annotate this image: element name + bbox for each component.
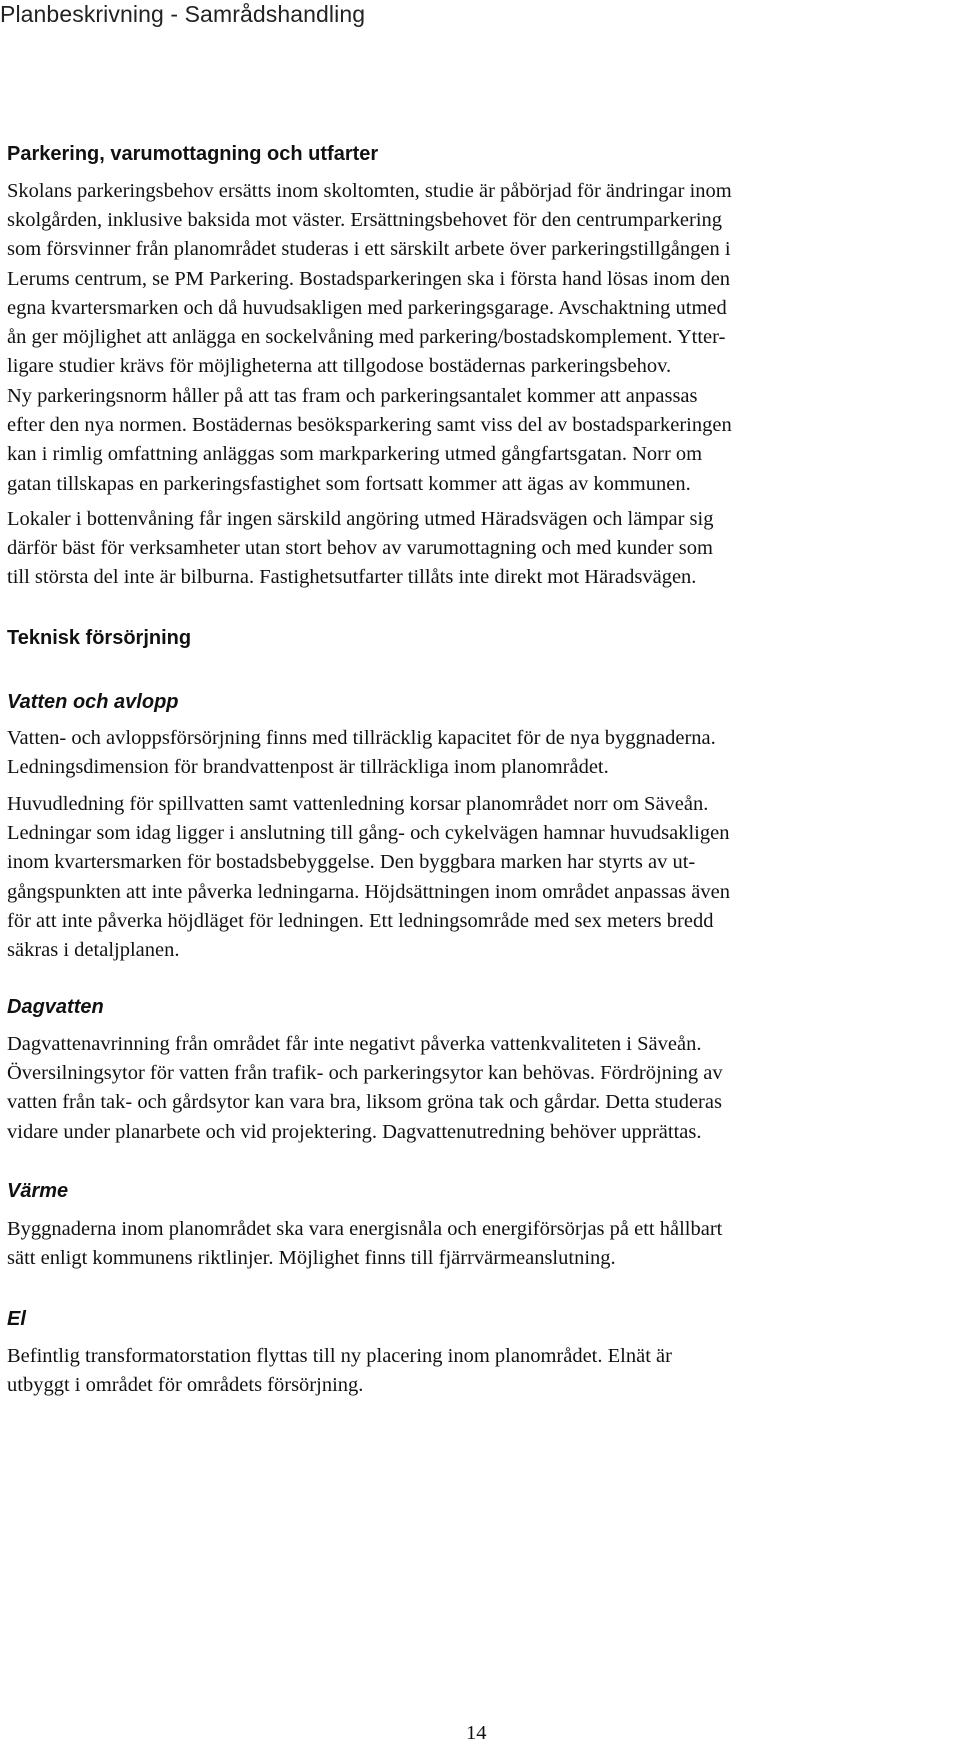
text-line: Lokaler i bottenvåning får ingen särskild angöring utmed Häradsvägen och lämpar sig xyxy=(7,508,714,530)
text-line: vatten från tak- och gårdsytor kan vara bra, liksom gröna tak och gårdar. Detta studeras xyxy=(7,1091,722,1114)
paragraph-varme-1 xyxy=(7,1215,952,1273)
text-line: som försvinner från planområdet studeras i ett särskilt arbete över parkeringstillgången i xyxy=(7,238,731,261)
text-line: Befintlig transformatorstation flyttas till ny placering inom planområdet. Elnät är xyxy=(7,1345,672,1367)
text-line: Lerums centrum, se PM Parkering. Bostadsparkeringen ska i första hand lösas inom den xyxy=(7,267,731,290)
text-line: Dagvattenavrinning från området får inte negativt påverka vattenkvaliteten i Säveån. xyxy=(7,1033,702,1055)
subsection-heading-el: El xyxy=(7,1308,26,1330)
text-line: Ny parkeringsnorm håller på att tas fram och parkeringsantalet kommer att anpassas xyxy=(7,385,698,407)
section-heading-teknisk: Teknisk försörjning xyxy=(7,627,192,649)
text-line: säkras i detaljplanen. xyxy=(7,939,180,962)
text-line: Översilningsytor för vatten från trafik- och parkeringsytor kan behövas. Fördröjning av xyxy=(7,1062,723,1085)
paragraph-parkering-1 xyxy=(7,177,952,381)
paragraph-parkering-3 xyxy=(7,505,952,593)
text-line: vidare under planarbete och vid projektering. Dagvattenutredning behöver upprättas. xyxy=(7,1120,702,1143)
text-line: inom kvartersmarken för bostadsbebyggelse. Den byggbara marken har styrts av ut- xyxy=(7,851,696,874)
subsection-heading-varme: Värme xyxy=(7,1180,69,1202)
paragraph-dagvatten-1 xyxy=(7,1030,952,1147)
text-line: Skolans parkeringsbehov ersätts inom skoltomten, studie är påbörjad för ändringar inom xyxy=(7,180,732,202)
text-line: därför bäst för verksamheter utan stort behov av varumottagning och med kunder som xyxy=(7,537,713,560)
text-line: Ledningar som idag ligger i anslutning till gång- och cykelvägen hamnar huvudsakligen xyxy=(7,822,730,845)
paragraph-el-1 xyxy=(7,1342,952,1400)
text-line: efter den nya normen. Bostädernas besöksparkering samt viss del av bostadsparkeringen xyxy=(7,414,732,437)
text-line: ån ger möjlighet att anlägga en sockelvåning med parkering/bostadskomplement. Ytter- xyxy=(7,326,726,349)
paragraph-vatten-1 xyxy=(7,724,952,782)
text-line: sätt enligt kommunens riktlinjer. Möjlighet finns till fjärrvärmeanslutning. xyxy=(7,1247,616,1270)
text-line: utbyggt i området för områdets försörjning. xyxy=(7,1374,364,1397)
subsection-heading-vatten: Vatten och avlopp xyxy=(7,691,179,713)
text-line: Ledningsdimension för brandvattenpost är tillräckliga inom planområdet. xyxy=(7,756,609,779)
text-line: gångspunkten att inte påverka ledningarna. Höjdsättningen inom området anpassas även xyxy=(7,880,730,903)
subsection-heading-dagvatten: Dagvatten xyxy=(7,996,104,1018)
page-number: 14 xyxy=(466,1722,487,1744)
text-line: ligare studier krävs för möjligheterna att tillgodose bostädernas parkeringsbehov. xyxy=(7,355,672,378)
text-line: Byggnaderna inom planområdet ska vara energisnåla och energiförsörjas på ett hållbart xyxy=(7,1218,723,1240)
text-line: till största del inte är bilburna. Fastighetsutfarter tillåts inte direkt mot Häradsvägen. xyxy=(7,566,697,589)
text-line: skolgården, inklusive baksida mot väster. Ersättningsbehovet för den centrumparkering xyxy=(7,209,723,232)
text-line: egna kvartersmarken och då huvudsakligen med parkeringsgarage. Avschaktning utmed xyxy=(7,296,727,319)
text-line: kan i rimlig omfattning anläggas som markparkering utmed gångfartsgatan. Norr om xyxy=(7,443,703,466)
text-line: gatan tillskapas en parkeringsfastighet som fortsatt kommer att ägas av kommunen. xyxy=(7,472,691,495)
paragraph-vatten-2 xyxy=(7,790,952,965)
text-line: för att inte påverka höjdläget för ledningen. Ett ledningsområde med sex meters bredd xyxy=(7,909,714,932)
section-heading-parkering: Parkering, varumottagning och utfarter xyxy=(7,143,379,165)
running-header: Planbeskrivning - Samrådshandling xyxy=(0,1,366,27)
paragraph-parkering-2 xyxy=(7,382,952,499)
text-line: Huvudledning för spillvatten samt vattenledning korsar planområdet norr om Säveån. xyxy=(7,793,709,815)
text-line: Vatten- och avloppsförsörjning finns med tillräcklig kapacitet för de nya byggnaderna. xyxy=(7,727,716,749)
